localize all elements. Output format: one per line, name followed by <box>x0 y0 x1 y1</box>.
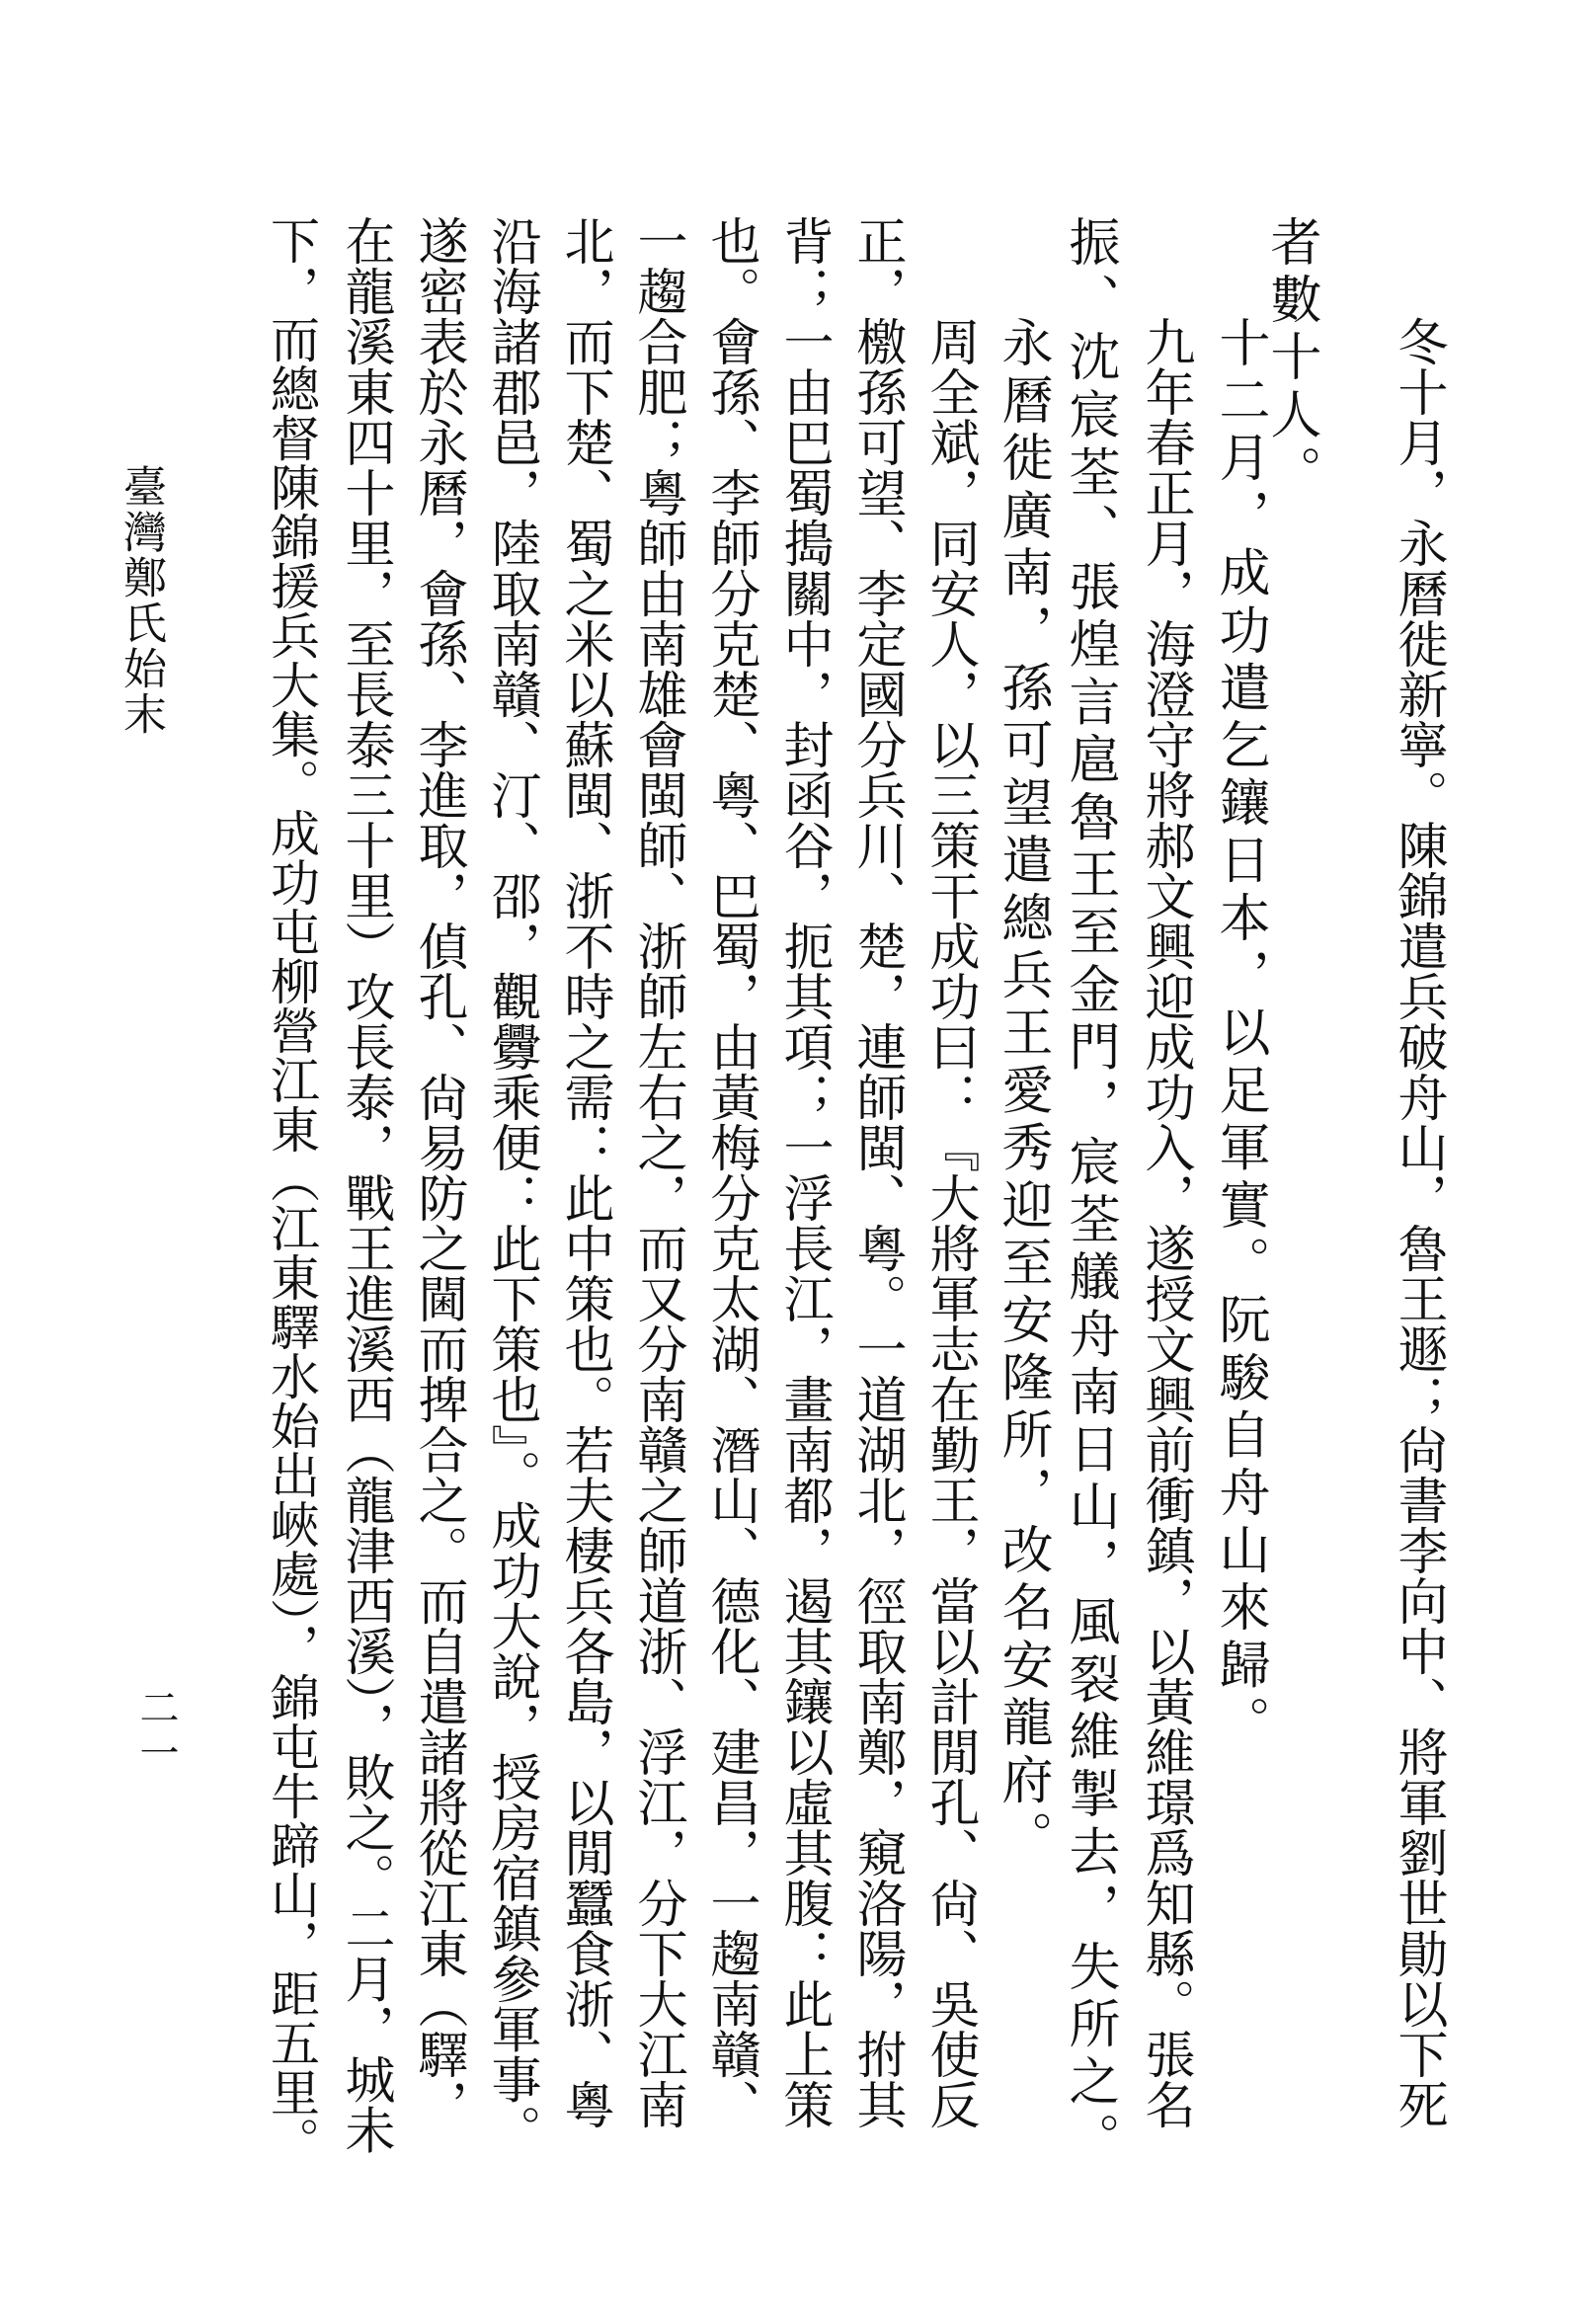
text-column: 背；一由巴蜀搗關中，封函谷，扼其項；一浮長江，畫南都，遏其鑲以虛其腹：此上策 <box>774 215 833 2129</box>
text-column: 永曆徙廣南，孫可望遣總兵王愛秀迎至安隆所，改名安龍府。 <box>993 316 1052 1869</box>
text-column: 也。會孫、李師分克楚、粵、巴蜀，由黃梅分克太湖、潛山、德化、建昌，一趨南贛、 <box>701 215 759 2129</box>
text-column: 正，檄孫可望、李定國分兵川、楚，連師閩、粵。一道湖北，徑取南鄭，窺洛陽，拊其 <box>847 215 906 2129</box>
page-number: 二一 <box>133 1687 179 1778</box>
text-column: 一趨合肥；粵師由南雄會閩師、浙師左右之，而又分南贛之師道浙、浮江，分下大江南 <box>628 215 686 2129</box>
text-column: 九年春正月，海澄守將郝文興迎成功入，遂授文興前衝鎮，以黃維璟爲知縣。張名 <box>1136 316 1194 2129</box>
text-column: 在龍溪東四十里，至長泰三十里）攻長泰，戰王進溪西（龍津西溪），敗之。二月，城未 <box>336 215 394 2155</box>
text-column: 冬十月，永曆徙新寧。陳錦遣兵破舟山，魯王遯；尙書李向中、將軍劉世勛以下死 <box>1389 316 1447 2129</box>
text-column: 周全斌，同安人，以三策干成功曰：『大將軍志在勤王，當以計閒孔、尙、吳使反 <box>920 316 979 2129</box>
text-column: 振、沈宸荃、張煌言扈魯王至金門，宸荃艤舟南日山，風裂維掣去，失所之。 <box>1060 215 1119 2170</box>
book-title: 臺灣鄭氏始末 <box>116 464 166 737</box>
text-column: 者數十人。 <box>1261 215 1320 503</box>
text-column: 沿海諸郡邑，陸取南贛、汀、邵，觀釁乘便：此下策也』。成功大說，授房宿鎮參軍事。 <box>482 215 540 2155</box>
text-column: 十二月，成功遣乞鑲日本，以足軍實。阮駿自舟山來歸。 <box>1210 316 1269 1753</box>
text-column: 下，而總督陳錦援兵大集。成功屯柳營江東（江東驛水始出峽處），錦屯牛蹄山，距五里。 <box>263 215 320 2166</box>
text-column: 北，而下楚、蜀之米以蘇閩、浙不時之需：此中策也。若夫棲兵各島，以閒蠶食浙、粵 <box>555 215 613 2129</box>
text-column: 遂密表於永曆，會孫、李進取，偵孔、尙易防之閫而捭合之。而自遣諸將從江東（驛， <box>409 215 467 2129</box>
